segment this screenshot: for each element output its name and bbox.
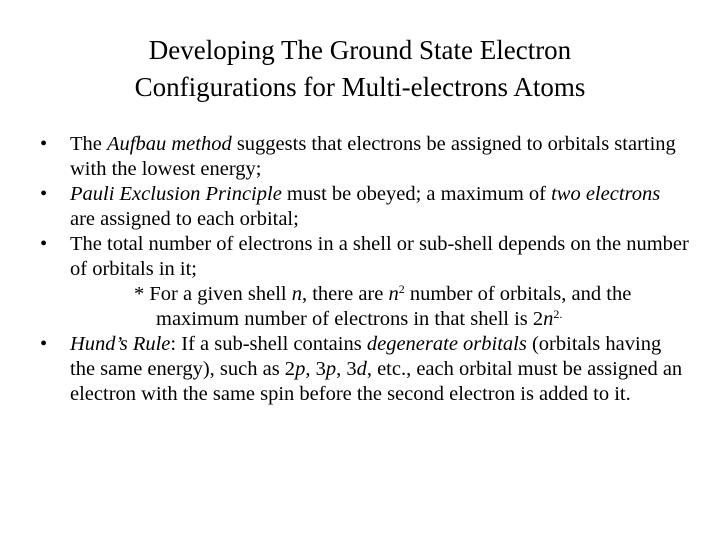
orbital-letter: d	[356, 358, 367, 380]
text-segment: , etc., each orbital must be assigned an electron with the same spin before the second electron is added to it.	[70, 358, 683, 405]
term-hunds-rule: Hund’s Rule	[70, 333, 171, 355]
term-degenerate-orbitals: degenerate orbitals	[366, 333, 527, 355]
text-segment: The	[70, 133, 107, 155]
term-aufbau-method: Aufbau method	[107, 133, 232, 155]
text-segment: must be obeyed; a maximum of	[281, 183, 552, 205]
var-n: n	[388, 283, 399, 305]
title-line-2: Configurations for Multi-electrons Atoms	[134, 72, 586, 102]
slide-title	[0, 32, 720, 106]
text-segment: : If a sub-shell contains	[170, 333, 367, 355]
term-two-electrons: two electrons	[551, 183, 661, 205]
bullet-hunds-rule	[40, 332, 690, 407]
subpoint-shell-capacity	[108, 282, 690, 332]
bullet-total-electrons	[40, 232, 690, 332]
orbital-letter: p	[295, 358, 306, 380]
bullet-icon: •	[40, 333, 48, 355]
var-n: n	[543, 308, 554, 330]
orbital-letter: p	[325, 358, 337, 380]
superscript: 2	[398, 282, 405, 296]
title-line-1: Developing The Ground State Electron	[148, 35, 572, 65]
bullet-aufbau	[40, 132, 690, 182]
superscript: 2.	[553, 307, 563, 321]
bullet-icon: •	[40, 233, 48, 255]
term-pauli-exclusion: Pauli Exclusion Principle	[70, 183, 282, 205]
var-n: n	[291, 283, 302, 305]
text-segment: * For a given shell	[134, 283, 292, 305]
bullet-icon: •	[40, 133, 48, 155]
bullet-list	[40, 132, 690, 407]
text-segment: number of orbitals, and the maximum number of electrons in that shell is 2	[156, 283, 632, 330]
bullet-pauli	[40, 182, 690, 232]
text-segment: suggests that electrons be assigned to orbitals starting with the lowest energy;	[70, 133, 676, 180]
text-segment: , 3	[305, 358, 326, 380]
text-segment: are assigned to each orbital;	[70, 208, 299, 230]
text-segment: (orbitals having the same energy), such as 2	[70, 333, 662, 380]
text-segment: , 3	[336, 358, 357, 380]
text-segment: , there are	[301, 283, 389, 305]
text-segment: The total number of electrons in a shell or sub-shell depends on the number of orbitals in it;	[70, 233, 689, 280]
bullet-icon: •	[40, 183, 48, 205]
